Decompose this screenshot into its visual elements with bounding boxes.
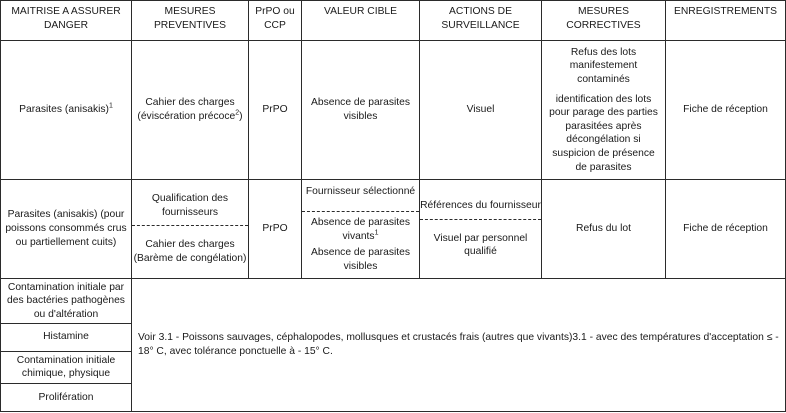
mesure-b: Cahier des charges (Barème de congélation)	[133, 239, 247, 264]
header-mesures-preventives: MESURES PREVENTIVES	[132, 1, 249, 41]
prpo-cell: PrPO	[249, 41, 302, 179]
danger-cell: Histamine	[1, 323, 132, 351]
header-danger: MAITRISE A ASSURER DANGER	[1, 1, 132, 41]
prpo-cell: PrPO	[249, 179, 302, 279]
danger-text: Parasites (anisakis)	[19, 104, 109, 116]
action-b: Visuel par personnel qualifié	[433, 232, 528, 258]
footnote-marker: 1	[108, 102, 113, 110]
table-row	[1, 179, 786, 279]
mesure-text: Cahier des charges (éviscération précoce	[137, 97, 236, 122]
valeur-b	[302, 212, 419, 276]
corrective-cell	[542, 41, 666, 179]
danger-cell: Contamination initiale chimique, physique	[1, 351, 132, 383]
valeur-cell	[302, 179, 420, 279]
header-enregistrements: ENREGISTREMENTS	[666, 1, 786, 41]
mesure-text-end: )	[239, 110, 243, 122]
header-valeur-cible: VALEUR CIBLE	[302, 1, 420, 41]
header-actions-surveillance: ACTIONS DE SURVEILLANCE	[420, 1, 542, 41]
danger-cell: Prolifération	[1, 383, 132, 411]
enregistrement-cell: Fiche de réception	[666, 179, 786, 279]
header-row	[1, 1, 786, 41]
danger-cell	[1, 41, 132, 179]
mesure-a: Qualification des fournisseurs	[132, 189, 248, 226]
valeur-b2: Absence de parasites visibles	[310, 247, 411, 272]
valeur-b1	[302, 216, 419, 243]
enregistrement-cell: Fiche de réception	[666, 41, 786, 179]
corrective-text-1: Refus des lots manifestement contaminés	[569, 46, 638, 86]
corrective-cell: Refus du lot	[542, 179, 666, 279]
valeur-cell: Absence de parasites visibles	[302, 41, 420, 179]
action-cell	[420, 179, 542, 279]
mesure-cell	[132, 41, 249, 179]
valeur-b1-text: Absence de parasites vivants	[310, 216, 411, 242]
table-row	[1, 41, 786, 179]
corrective-text-2: identification des lots pour parage des parties parasitées après décongélation si suspicion de présence de parasites	[549, 93, 658, 173]
valeur-a: Fournisseur sélectionné	[302, 181, 419, 212]
footnote-marker: 1	[374, 229, 379, 237]
danger-cell: Contamination initiale par des bactéries pathogènes ou d'altération	[1, 279, 132, 324]
action-a: Références du fournisseur	[420, 196, 541, 220]
header-prpo-ccp: PrPO ou CCP	[249, 1, 302, 41]
header-mesures-correctives: MESURES CORRECTIVES	[542, 1, 666, 41]
note-cell: Voir 3.1 - Poissons sauvages, céphalopodes, mollusques et crustacés frais (autres que vivants)3.1 - avec des températures d'acceptation ≤ - 18° C, avec tolérance ponctuelle à - 15° C.	[132, 279, 786, 412]
action-cell: Visuel	[420, 41, 542, 179]
mesure-cell	[132, 179, 249, 279]
table-row	[1, 279, 786, 324]
danger-cell: Parasites (anisakis) (pour poissons consommés crus ou partiellement cuits)	[1, 179, 132, 279]
footnote-marker: 2	[235, 109, 240, 117]
